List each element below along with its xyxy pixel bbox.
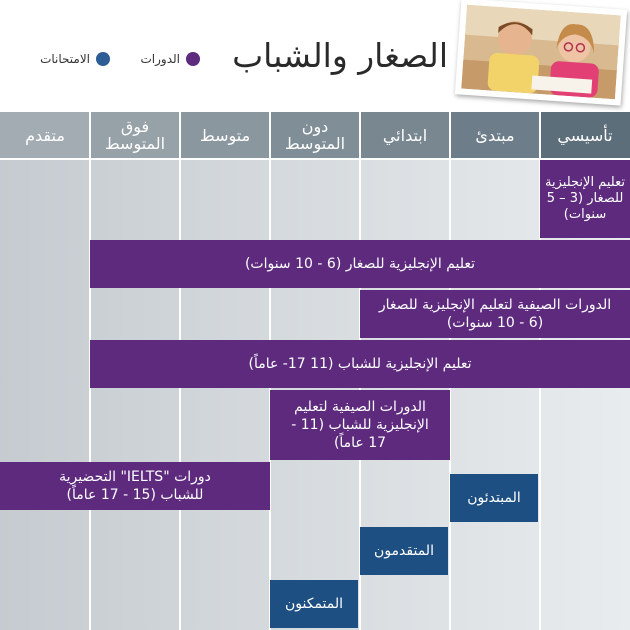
column-header-advanced: متقدم (0, 112, 90, 158)
course-summer-teens: الدورات الصيفية لتعليم الإنجليزية للشباب (11 - 17 عاماً) (270, 390, 450, 460)
exam-movers: المتقدمون (360, 527, 448, 575)
course-teens-11-17: تعليم الإنجليزية للشباب (11 17- عاماً) (90, 340, 630, 388)
page-title: الصغار والشباب (232, 36, 448, 75)
course-kids-3-5: تعليم الإنجليزية للصغار (3 – 5 سنوات) (540, 160, 630, 238)
column-header-pre-intermediate: دون المتوسط (270, 112, 360, 158)
column-header-upper-intermediate: فوق المتوسط (90, 112, 180, 158)
exam-flyers: المتمكنون (270, 580, 358, 628)
exam-starters: المبتدئون (450, 474, 538, 522)
column-header-elementary: ابتدائي (360, 112, 450, 158)
legend-courses (140, 52, 200, 66)
course-kids-6-10: تعليم الإنجليزية للصغار (6 - 10 سنوات) (90, 240, 630, 288)
children-photo (455, 0, 627, 106)
column-header-foundation: تأسيسي (540, 112, 630, 158)
purple-dot-icon (186, 52, 200, 66)
header-divider (0, 158, 630, 160)
column-header-intermediate: متوسط (180, 112, 270, 158)
blue-dot-icon (96, 52, 110, 66)
legend-exams (40, 52, 110, 66)
legend-exams-label: الامتحانات (40, 52, 90, 66)
legend-courses-label: الدورات (140, 52, 180, 66)
course-ielts-preparation: دورات "IELTS" التحضيرية للشباب (15 - 17 عاماً) (0, 462, 270, 510)
column-header-beginner: مبتدئ (450, 112, 540, 158)
course-summer-kids: الدورات الصيفية لتعليم الإنجليزية للصغار (6 - 10 سنوات) (360, 290, 630, 338)
